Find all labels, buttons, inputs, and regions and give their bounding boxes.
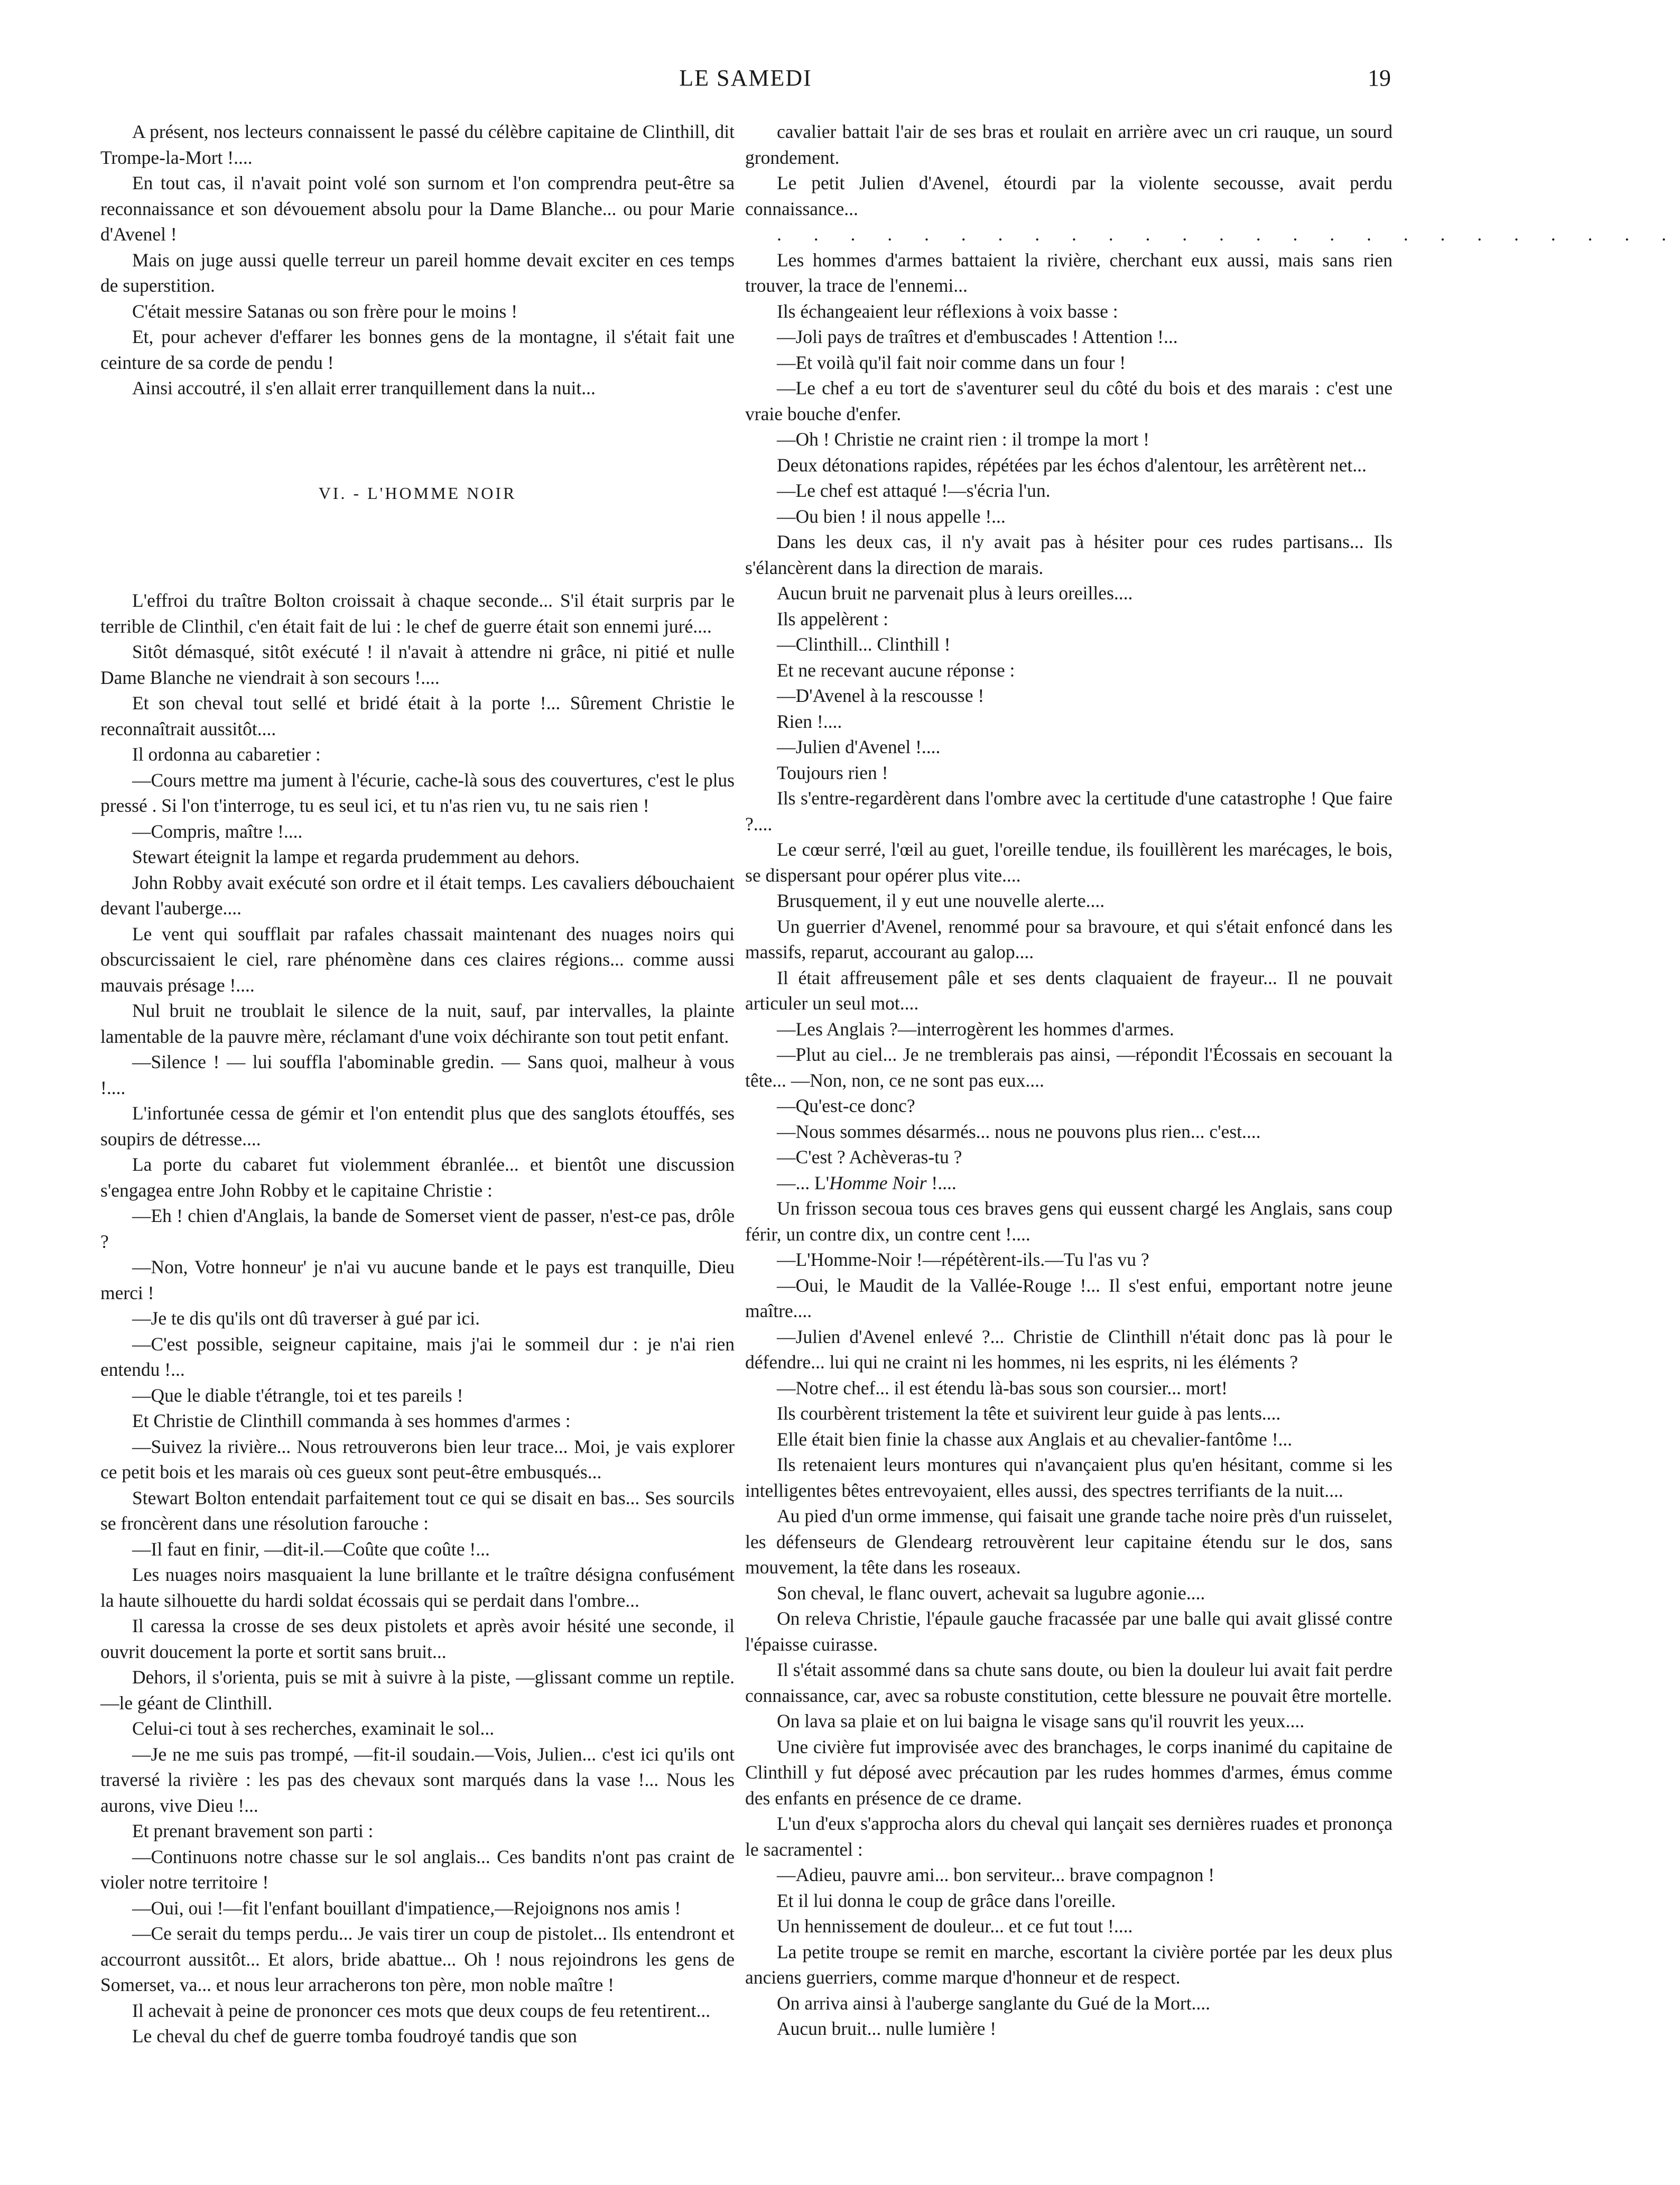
paragraph: C'était messire Satanas ou son frère pour le moins !	[132, 300, 518, 322]
italic-line-italic: Homme Noir	[829, 1172, 927, 1193]
right-column	[745, 119, 1680, 2042]
running-title: LE SAMEDI	[679, 65, 812, 91]
paragraph: —Joli pays de traîtres et d'embuscades ! Attention !...	[777, 326, 1178, 347]
paragraph: Au pied d'un orme immense, qui faisait une grande tache noire près d'un ruisselet, les défenseurs de Glendearg retrouvèrent leur capitaine étendu sur le dos, sans mouvement, la tête dans les roseaux.	[745, 1505, 1393, 1578]
paragraph: Et prenant bravement son parti :	[132, 1820, 374, 1841]
paragraph: —Silence ! — lui souffla l'abominable gredin. — Sans quoi, malheur à vous !....	[100, 1051, 735, 1098]
paragraph: Son cheval, le flanc ouvert, achevait sa lugubre agonie....	[777, 1582, 1205, 1604]
paragraph: A présent, nos lecteurs connaissent le passé du célèbre capitaine de Clinthill, dit Trompe-la-Mort !....	[100, 121, 735, 168]
paragraph: —Non, Votre honneur' je n'ai vu aucune bande et le pays est tranquille, Dieu merci !	[100, 1256, 735, 1303]
paragraph: En tout cas, il n'avait point volé son surnom et l'on comprendra peut-être sa reconnaissance et son dévouement absolu pour la Dame Blanche... ou pour Marie d'Avenel !	[100, 172, 735, 245]
paragraph: Le petit Julien d'Avenel, étourdi par la violente secousse, avait perdu connaissance...	[745, 172, 1393, 219]
paragraph: —Le chef est attaqué !—s'écria l'un.	[777, 480, 1051, 501]
paragraph: —Les Anglais ?—interrogèrent les hommes d'armes.	[777, 1018, 1174, 1040]
paragraph: —Continuons notre chasse sur le sol anglais... Ces bandits n'ont pas craint de violer notre territoire !	[100, 1846, 735, 1893]
paragraph: Brusquement, il y eut une nouvelle alerte....	[777, 890, 1105, 911]
paragraph: —Oh ! Christie ne craint rien : il trompe la mort !	[777, 429, 1149, 450]
paragraph: Dehors, il s'orienta, puis se mit à suivre à la piste, —glissant comme un reptile.—le géant de Clinthill.	[100, 1666, 735, 1714]
paragraph: —Adieu, pauvre ami... bon serviteur... brave compagnon !	[777, 1864, 1215, 1885]
paragraph: —Julien d'Avenel enlevé ?... Christie de Clinthill n'était donc pas là pour le défendre... lui qui ne craint ni les hommes, ni les esprits, ni les éléments ?	[745, 1326, 1393, 1373]
paragraph: —Oui, le Maudit de la Vallée-Rouge !... Il s'est enfui, emportant notre jeune maître....	[745, 1274, 1393, 1321]
paragraph: —Julien d'Avenel !....	[777, 736, 941, 757]
paragraph: Les nuages noirs masquaient la lune brillante et le traître désigna confusément la haute silhouette du hardi soldat écossais qui se perdait dans l'ombre...	[100, 1564, 735, 1611]
left-column	[100, 119, 735, 2049]
paragraph: Un guerrier d'Avenel, renommé pour sa bravoure, et qui s'était enfoncé dans les massifs, reparut, accourant au galop....	[745, 915, 1393, 962]
paragraph: On releva Christie, l'épaule gauche fracassée par une balle qui avait glissé contre l'épaisse cuirasse.	[745, 1608, 1393, 1655]
paragraph: —Compris, maître !....	[132, 820, 303, 842]
dot-separator: . . . . . . . . . . . . . . . . . . . . . . . . .	[777, 224, 1680, 245]
paragraph: —Cours mettre ma jument à l'écurie, cache-là sous des couvertures, c'est le plus pressé . Si l'on t'interroge, tu es seul ici, et tu n'as rien vu, tu ne sais rien !	[100, 769, 735, 816]
paragraph: Et, pour achever d'effarer les bonnes gens de la montagne, il s'était fait une ceinture de sa corde de pendu !	[100, 326, 735, 373]
paragraph: Elle était bien finie la chasse aux Anglais et au chevalier-fantôme !...	[777, 1428, 1293, 1450]
paragraph: Stewart éteignit la lampe et regarda prudemment au dehors.	[132, 846, 580, 867]
page-header	[100, 64, 1391, 107]
paragraph: —Eh ! chien d'Anglais, la bande de Somerset vient de passer, n'est-ce pas, drôle ?	[100, 1205, 735, 1252]
section-heading: VI. - L'HOMME NOIR	[318, 483, 517, 503]
paragraph: —C'est possible, seigneur capitaine, mais j'ai le sommeil dur : je n'ai rien entendu !...	[100, 1333, 735, 1380]
paragraph: —C'est ? Achèveras-tu ?	[777, 1146, 962, 1168]
paragraph: Et Christie de Clinthill commanda à ses hommes d'armes :	[132, 1410, 571, 1431]
paragraph: Le cœur serré, l'œil au guet, l'oreille tendue, ils fouillèrent les marécages, le bois, se dispersant pour opérer plus vite....	[745, 839, 1393, 886]
paragraph: Dans les deux cas, il n'y avait pas à hésiter pour ces rudes partisans... Ils s'élancèrent dans la direction de marais.	[745, 531, 1393, 578]
paragraph: Il caressa la crosse de ses deux pistolets et après avoir hésité une seconde, il ouvrit doucement la porte et sortit sans bruit...	[100, 1615, 735, 1662]
paragraph: Le cheval du chef de guerre tomba foudroyé tandis que son	[132, 2025, 577, 2047]
paragraph: On lava sa plaie et on lui baigna le visage sans qu'il rouvrit les yeux....	[777, 1710, 1305, 1732]
paragraph: —Ou bien ! il nous appelle !...	[777, 505, 1006, 527]
paragraph: Toujours rien !	[777, 762, 888, 783]
paragraph: Nul bruit ne troublait le silence de la nuit, sauf, par intervalles, la plainte lamentable de la pauvre mère, réclamant d'une voix déchirante son tout petit enfant.	[100, 1000, 735, 1047]
paragraph: Aucun bruit ne parvenait plus à leurs oreilles....	[777, 582, 1133, 604]
paragraph: —Le chef a eu tort de s'aventurer seul du côté du bois et des marais : c'est une vraie bouche d'enfer.	[745, 377, 1393, 424]
paragraph: Mais on juge aussi quelle terreur un pareil homme devait exciter en ces temps de superstition.	[100, 249, 735, 296]
paragraph: La porte du cabaret fut violemment ébranlée... et bientôt une discussion s'engagea entre John Robby et le capitaine Christie :	[100, 1154, 735, 1201]
paragraph: Celui-ci tout à ses recherches, examinait le sol...	[132, 1718, 495, 1739]
paragraph: L'infortunée cessa de gémir et l'on entendit plus que des sanglots étouffés, ses soupirs de détresse....	[100, 1103, 735, 1150]
paragraph: —Je te dis qu'ils ont dû traverser à gué par ici.	[132, 1308, 480, 1329]
paragraph: Le vent qui soufflait par rafales chassait maintenant des nuages noirs qui obscurcissaient le ciel, rare phénomène dans ces claires régions... comme aussi mauvais présage !....	[100, 923, 735, 996]
paragraph	[745, 1170, 1393, 1196]
paragraph: —Notre chef... il est étendu là-bas sous son coursier... mort!	[777, 1377, 1228, 1399]
paragraph: Ils courbèrent tristement la tête et suivirent leur guide à pas lents....	[777, 1403, 1281, 1424]
paragraph: Et ne recevant aucune réponse :	[777, 659, 1015, 681]
paragraph: La petite troupe se remit en marche, escortant la civière portée par les deux plus anciens guerriers, comme marque d'honneur et de respect.	[745, 1941, 1393, 1988]
paragraph: —L'Homme-Noir !—répétèrent-ils.—Tu l'as vu ?	[777, 1249, 1149, 1270]
paragraph: Ils appelèrent :	[777, 608, 888, 629]
paragraph: —Qu'est-ce donc?	[777, 1095, 915, 1116]
paragraph: John Robby avait exécuté son ordre et il était temps. Les cavaliers débouchaient devant l'auberge....	[100, 872, 735, 919]
paragraph: Il ordonna au cabaretier :	[132, 744, 321, 765]
paragraph: —Et voilà qu'il fait noir comme dans un four !	[777, 351, 1126, 373]
paragraph: —Oui, oui !—fit l'enfant bouillant d'impatience,—Rejoignons nos amis !	[132, 1897, 681, 1919]
paragraph: —Plut au ciel... Je ne tremblerais pas ainsi, —répondit l'Écossais en secouant la tête... —Non, non, ce ne sont pas eux....	[745, 1044, 1393, 1091]
page-number: 19	[1368, 65, 1391, 91]
paragraph: Il était affreusement pâle et ses dents claquaient de frayeur... Il ne pouvait articuler un seul mot....	[745, 967, 1393, 1014]
paragraph: —Il faut en finir, —dit-il.—Coûte que coûte !...	[132, 1538, 490, 1560]
paragraph: Un frisson secoua tous ces braves gens qui eussent chargé les Anglais, sans coup férir, un contre dix, un contre cent !....	[745, 1198, 1393, 1245]
paragraph: On arriva ainsi à l'auberge sanglante du Gué de la Mort....	[777, 1992, 1211, 2014]
paragraph: Il s'était assommé dans sa chute sans doute, ou bien la douleur lui avait fait perdre connaissance, car, avec sa robuste constitution, cette blessure ne pouvait être mortelle.	[745, 1659, 1393, 1706]
italic-line-suffix: !....	[926, 1172, 957, 1193]
paragraph: Deux détonations rapides, répétées par les échos d'alentour, les arrêtèrent net...	[777, 454, 1367, 476]
italic-line-prefix: —... L'	[777, 1172, 830, 1193]
paragraph: Ainsi accoutré, il s'en allait errer tranquillement dans la nuit...	[132, 377, 596, 399]
paragraph: L'un d'eux s'approcha alors du cheval qui lançait ses dernières ruades et prononça le sacramentel :	[745, 1813, 1393, 1860]
paragraph: Une civière fut improvisée avec des branchages, le corps inanimé du capitaine de Clinthill y fut déposé avec précaution par les rudes hommes d'armes, émus comme des enfants en présence de ce drame.	[745, 1736, 1393, 1809]
paragraph: L'effroi du traître Bolton croissait à chaque seconde... S'il était surpris par le terrible de Clinthil, c'en était fait de lui : le chef de guerre était son ennemi juré....	[100, 590, 735, 637]
paragraph: Ils retenaient leurs montures qui n'avançaient plus qu'en hésitant, comme si les intelligentes bêtes entrevoyaient, elles aussi, des spectres terrifiants de la nuit....	[745, 1454, 1393, 1501]
paragraph: —Je ne me suis pas trompé, —fit-il soudain.—Vois, Julien... c'est ici qu'ils ont traversé la rivière : les pas des chevaux sont marqués dans la vase !... Nous les aurons, vive Dieu !...	[100, 1743, 735, 1816]
paragraph: —D'Avenel à la rescousse !	[777, 685, 985, 706]
paragraph: —Nous sommes désarmés... nous ne pouvons plus rien... c'est....	[777, 1121, 1261, 1142]
paragraph: Les hommes d'armes battaient la rivière, cherchant eux aussi, mais sans rien trouver, la trace de l'ennemi...	[745, 249, 1393, 296]
paragraph: Sitôt démasqué, sitôt exécuté ! il n'avait à attendre ni grâce, ni pitié et nulle Dame Blanche ne viendrait à son secours !....	[100, 641, 735, 688]
paragraph: —Clinthill... Clinthill !	[777, 634, 951, 655]
paragraph: —Ce serait du temps perdu... Je vais tirer un coup de pistolet... Ils entendront et accourront aussitôt... Et alors, bride abattue... Oh ! nous rejoindrons les gens de Somerset, va... et nous leur arracherons ton père, mon noble maître !	[100, 1923, 735, 1995]
paragraph: cavalier battait l'air de ses bras et roulait en arrière avec un cri rauque, un sourd grondement.	[745, 121, 1393, 168]
paragraph: —Que le diable t'étrangle, toi et tes pareils !	[132, 1384, 463, 1406]
paragraph: Et il lui donna le coup de grâce dans l'oreille.	[777, 1890, 1116, 1911]
paragraph: Ils s'entre-regardèrent dans l'ombre avec la certitude d'une catastrophe ! Que faire ?....	[745, 788, 1393, 835]
paragraph: Rien !....	[777, 710, 842, 732]
paragraph: Et son cheval tout sellé et bridé était à la porte !... Sûrement Christie le reconnaîtrait aussitôt....	[100, 692, 735, 739]
paragraph: Aucun bruit... nulle lumière !	[777, 2018, 997, 2039]
paragraph: Ils échangeaient leur réflexions à voix basse :	[777, 300, 1118, 322]
paragraph: —Suivez la rivière... Nous retrouverons bien leur trace... Moi, je vais explorer ce petit bois et les marais où ces gueux sont peut-être embusqués...	[100, 1436, 735, 1483]
paragraph: Il achevait à peine de prononcer ces mots que deux coups de feu retentirent...	[132, 1999, 711, 2021]
paragraph: Stewart Bolton entendait parfaitement tout ce qui se disait en bas... Ses sourcils se froncèrent dans une résolution farouche :	[100, 1487, 735, 1534]
paragraph: Un hennissement de douleur... et ce fut tout !....	[777, 1915, 1133, 1937]
